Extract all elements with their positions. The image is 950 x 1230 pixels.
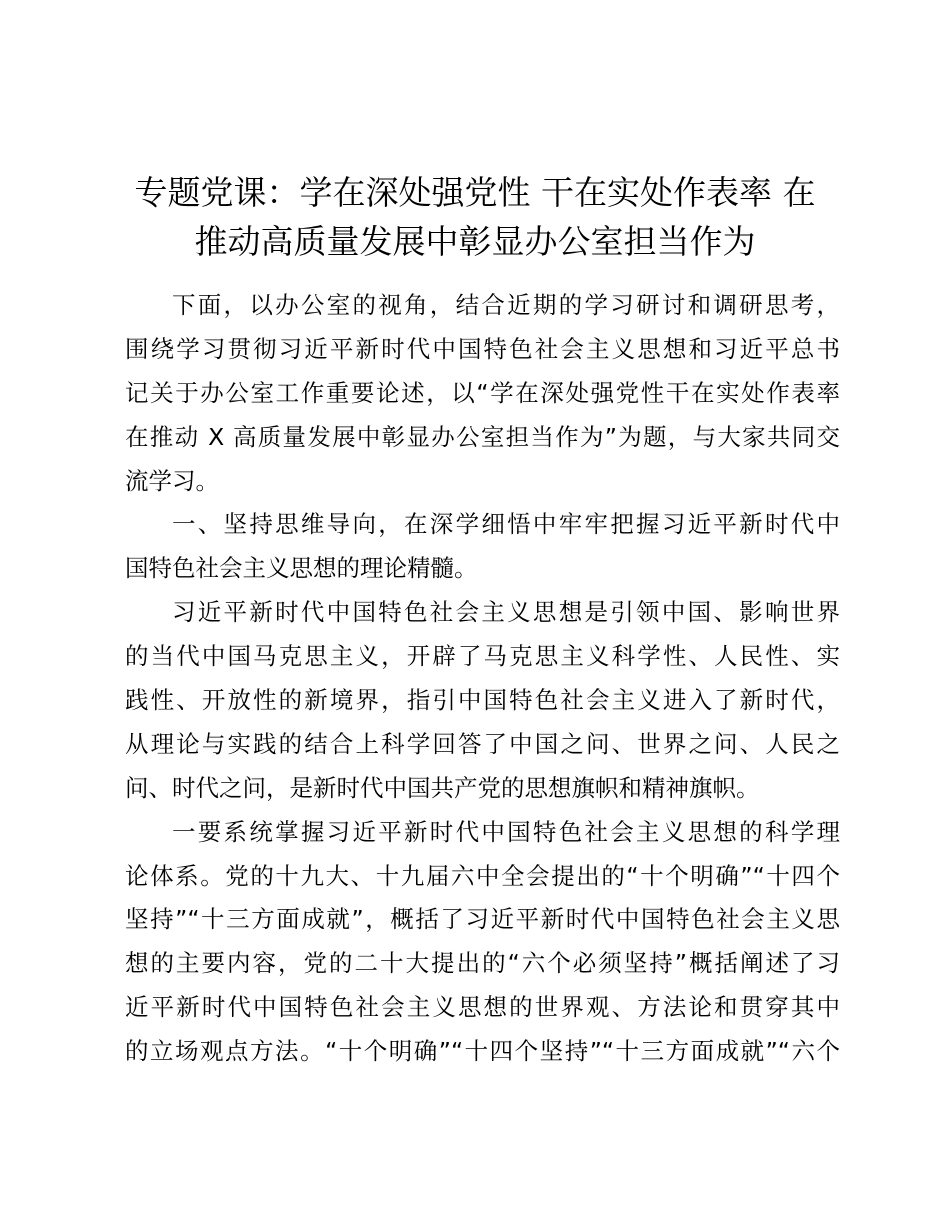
document-title — [100, 168, 850, 266]
text-line: 围绕学习贯彻习近平新时代中国特色社会主义思想和习近平总书 — [125, 334, 840, 363]
text-line: 下面，以办公室的视角，结合近期的学习研讨和调研思考， — [172, 291, 840, 319]
text-line: 坚持”“十三方面成就”，概括了习近平新时代中国特色社会主义思 — [125, 905, 840, 934]
text-line: 记关于办公室工作重要论述，以“学在深处强党性干在实处作表率 — [125, 378, 840, 407]
title-line: 推动高质量发展中彰显办公室担当作为 — [194, 222, 756, 261]
text-line: 一要系统掌握习近平新时代中国特色社会主义思想的科学理 — [172, 817, 840, 846]
text-line: 习近平新时代中国特色社会主义思想是引领中国、影响世界 — [172, 598, 840, 627]
text-line: 在推动 X 高质量发展中彰显办公室担当作为”为题，与大家共同交 — [125, 422, 840, 451]
document-body — [125, 284, 840, 1074]
text-line: 想的主要内容，党的二十大提出的“六个必须坚持”概括阐述了习 — [125, 949, 840, 978]
text-line: 从理论与实践的结合上科学回答了中国之问、世界之问、人民之 — [125, 729, 840, 758]
paragraph-thought-summary — [125, 591, 840, 810]
text-line: 论体系。党的十九大、十九届六中全会提出的“十个明确”“十四个 — [125, 861, 840, 890]
paragraph-intro — [125, 284, 840, 503]
paragraph-theory-system — [125, 811, 840, 1074]
text-line: 流学习。 — [125, 466, 219, 495]
text-line: 近平新时代中国特色社会主义思想的世界观、方法论和贯穿其中 — [125, 993, 840, 1022]
text-line: 的当代中国马克思主义，开辟了马克思主义科学性、人民性、实 — [125, 642, 840, 671]
text-line: 践性、开放性的新境界，指引中国特色社会主义进入了新时代， — [125, 686, 840, 715]
text-line: 一、坚持思维导向，在深学细悟中牢牢把握习近平新时代中 — [172, 510, 840, 539]
paragraph-section-heading — [125, 503, 840, 591]
text-line: 国特色社会主义思想的理论精髓。 — [125, 554, 478, 583]
title-line: 专题党课：学在深处强党性 干在实处作表率 在 — [134, 173, 816, 212]
text-line: 问、时代之问，是新时代中国共产党的思想旗帜和精神旗帜。 — [125, 773, 760, 802]
text-line: 的立场观点方法。“十个明确”“十四个坚持”“十三方面成就”“六个 — [125, 1037, 840, 1066]
